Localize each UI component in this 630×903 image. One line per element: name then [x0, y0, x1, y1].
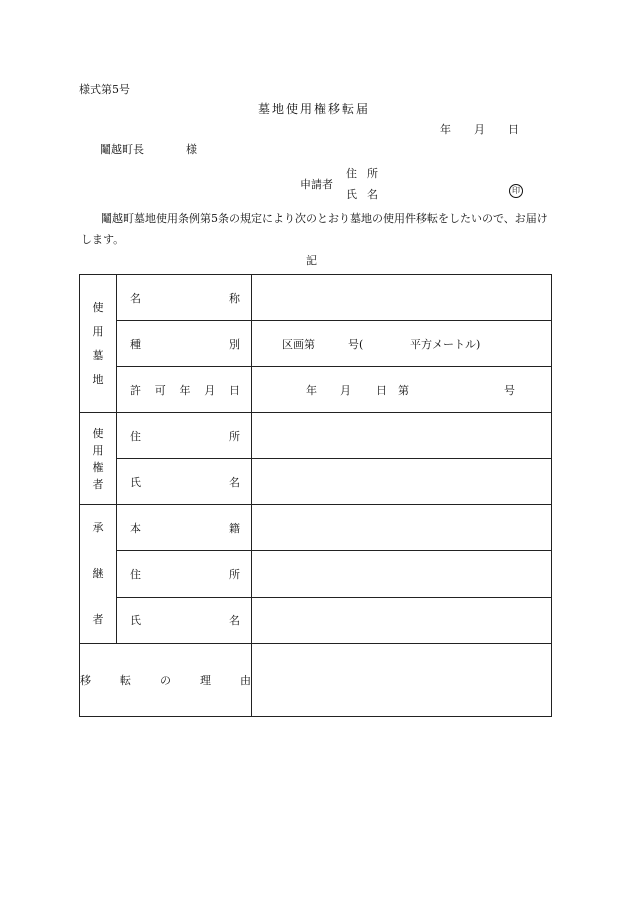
label-user-name — [117, 459, 252, 505]
group-char: 権 — [92, 460, 104, 474]
seal-mark: 印 — [509, 184, 523, 198]
group-char: 地 — [92, 372, 104, 386]
permit-go: 号 — [504, 383, 515, 397]
label-reason — [80, 644, 252, 717]
addressee-name: 鬮越町長 — [100, 143, 144, 156]
label-char: 住 — [130, 429, 141, 443]
user-name-field[interactable] — [252, 459, 552, 505]
table-row — [80, 505, 552, 551]
label-char: 由 — [240, 674, 251, 687]
transfer-form-table — [79, 274, 552, 717]
label-char: 月 — [204, 383, 216, 397]
table-row — [80, 413, 552, 459]
table-row — [80, 321, 552, 367]
label-char: 種 — [130, 337, 141, 351]
label-permit-date — [117, 367, 252, 413]
date-month: 月 — [474, 123, 485, 136]
group-char: 承 — [92, 521, 104, 534]
label-user-address — [117, 413, 252, 459]
statement-text: 鬮越町墓地使用条例第5条の規定により次のとおり墓地の使用件移転をしたいので、お届けします。 — [81, 212, 548, 246]
permit-day: 日 — [376, 383, 387, 397]
group-char: 用 — [92, 443, 104, 457]
type-go: 号( — [348, 337, 364, 351]
applicant-name-label: 氏名 — [346, 188, 388, 201]
label-char: 氏 — [130, 475, 141, 489]
group-char: 者 — [92, 613, 104, 626]
label-char: 籍 — [229, 521, 240, 535]
label-char: 日 — [229, 383, 240, 397]
group-char: 用 — [92, 324, 104, 338]
applicant-label: 申請者 — [300, 178, 333, 191]
form-number: 様式第5号 — [79, 83, 130, 96]
label-char: 許 — [130, 383, 141, 397]
date-day: 日 — [508, 123, 519, 136]
group-cemetery — [80, 275, 117, 413]
label-char: 転 — [120, 674, 131, 687]
label-char: 氏 — [130, 614, 141, 628]
label-char: 所 — [229, 567, 240, 581]
group-successor — [80, 505, 117, 644]
group-char: 使 — [92, 426, 104, 440]
table-row — [80, 367, 552, 413]
ki-marker: 記 — [306, 254, 317, 267]
label-char: 理 — [200, 674, 211, 687]
type-area: 平方メートル) — [410, 337, 481, 351]
label-char: 住 — [130, 567, 141, 581]
group-user — [80, 413, 117, 505]
reason-field[interactable] — [252, 644, 552, 717]
label-type — [117, 321, 252, 367]
table-row — [80, 644, 552, 717]
table-row — [80, 459, 552, 505]
label-successor-address — [117, 551, 252, 597]
domicile-field[interactable] — [252, 505, 552, 551]
label-char: 本 — [130, 521, 141, 535]
cemetery-name-field[interactable] — [252, 275, 552, 321]
label-char: 名 — [229, 475, 240, 489]
group-char: 墓 — [92, 348, 104, 362]
label-char: 名 — [229, 614, 240, 628]
addressee-honorific: 様 — [186, 143, 197, 156]
label-name — [117, 275, 252, 321]
label-char: 年 — [179, 383, 191, 397]
applicant-address-label: 住所 — [346, 167, 388, 180]
label-char: 可 — [154, 383, 166, 397]
type-ku: 区画第 — [282, 337, 315, 351]
label-char: 名 — [130, 291, 141, 305]
successor-name-field[interactable] — [252, 597, 552, 643]
table-row — [80, 275, 552, 321]
label-char: 称 — [229, 291, 240, 305]
document-title: 墓地使用権移転届 — [258, 102, 371, 116]
cemetery-type-field[interactable] — [252, 321, 552, 367]
successor-address-field[interactable] — [252, 551, 552, 597]
table-row — [80, 597, 552, 643]
group-char: 継 — [92, 567, 104, 580]
label-char: の — [160, 674, 171, 687]
table-row — [80, 551, 552, 597]
label-char: 別 — [229, 337, 240, 351]
permit-dai: 第 — [398, 383, 409, 397]
user-address-field[interactable] — [252, 413, 552, 459]
group-char: 者 — [92, 477, 104, 491]
label-char: 移 — [80, 674, 91, 687]
date-year: 年 — [440, 123, 451, 136]
permit-month: 月 — [340, 383, 351, 397]
date-line — [440, 121, 519, 137]
permit-date-field[interactable] — [252, 367, 552, 413]
label-domicile — [117, 505, 252, 551]
addressee — [100, 141, 197, 157]
label-successor-name — [117, 597, 252, 643]
label-char: 所 — [229, 429, 240, 443]
permit-year: 年 — [306, 383, 317, 397]
group-char: 使 — [92, 300, 104, 314]
